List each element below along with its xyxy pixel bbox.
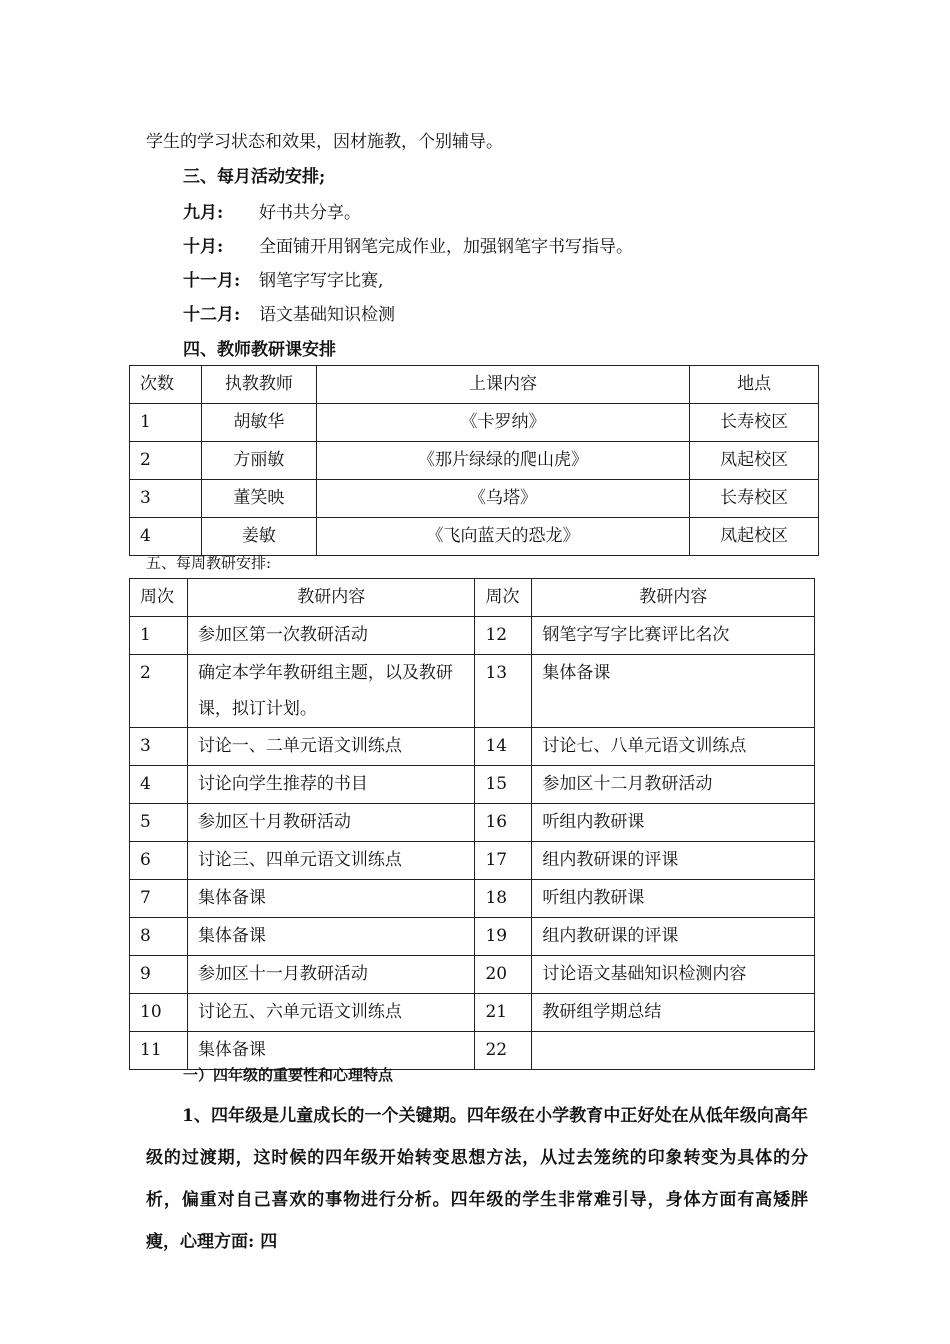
month-label: 十一月: bbox=[183, 271, 241, 291]
table-cell: 听组内教研课 bbox=[532, 804, 815, 842]
table-cell: 听组内教研课 bbox=[532, 880, 815, 918]
table-cell: 《那片绿绿的爬山虎》 bbox=[316, 442, 689, 480]
table-cell: 胡敏华 bbox=[201, 404, 316, 442]
table-row bbox=[130, 728, 815, 766]
table-cell: 《乌塔》 bbox=[316, 480, 689, 518]
header-cell: 上课内容 bbox=[316, 366, 689, 404]
table-header-row bbox=[130, 366, 819, 404]
teaching-class-table bbox=[129, 365, 819, 556]
table-cell: 2 bbox=[130, 655, 188, 728]
table-cell: 6 bbox=[130, 842, 188, 880]
table-cell: 参加区十二月教研活动 bbox=[532, 766, 815, 804]
month-row-nov bbox=[183, 266, 383, 291]
table-cell: 集体备课 bbox=[187, 1032, 475, 1070]
grade4-paragraph: 1、四年级是儿童成长的一个关键期。四年级在小学教育中正好处在从低年级向高年级的过渡期，这时候的四年级开始转变思想方法，从过去笼统的印象转变为具体的分析，偏重对自己喜欢的事物进行分析。四年级的学生非常难引导，身体方面有高矮胖瘦，心理方面: 四 bbox=[146, 1106, 808, 1252]
table-cell: 3 bbox=[130, 728, 188, 766]
header-cell: 教研内容 bbox=[187, 579, 475, 617]
intro-line: 学生的学习状态和效果，因材施教，个别辅导。 bbox=[146, 132, 503, 152]
table-cell: 集体备课 bbox=[532, 655, 815, 728]
table-cell: 15 bbox=[475, 766, 532, 804]
table-row bbox=[130, 994, 815, 1032]
month-text: 钢笔字写字比赛, bbox=[259, 271, 384, 291]
section4-heading: 四、教师教研课安排 bbox=[183, 340, 336, 360]
month-text: 好书共分享。 bbox=[259, 203, 361, 223]
section3-heading: 三、每月活动安排; bbox=[183, 167, 326, 187]
table-row bbox=[130, 518, 819, 556]
month-label: 十二月: bbox=[183, 305, 241, 325]
table-cell: 组内教研课的评课 bbox=[532, 842, 815, 880]
table-row bbox=[130, 956, 815, 994]
table-cell: 2 bbox=[130, 442, 202, 480]
table-cell: 长寿校区 bbox=[690, 404, 819, 442]
table-row bbox=[130, 842, 815, 880]
table-row bbox=[130, 655, 815, 728]
month-row-dec bbox=[183, 300, 395, 325]
table-cell: 4 bbox=[130, 518, 202, 556]
grade4-heading: 一）四年级的重要性和心理特点 bbox=[183, 1066, 394, 1084]
month-label: 十月: bbox=[183, 237, 224, 257]
table-cell: 讨论七、八单元语文训练点 bbox=[532, 728, 815, 766]
month-row-sep bbox=[183, 198, 361, 223]
table-cell: 《飞向蓝天的恐龙》 bbox=[316, 518, 689, 556]
table-row bbox=[130, 404, 819, 442]
table-cell: 集体备课 bbox=[187, 918, 475, 956]
table-cell: 组内教研课的评课 bbox=[532, 918, 815, 956]
table-row bbox=[130, 766, 815, 804]
table-cell: 《卡罗纳》 bbox=[316, 404, 689, 442]
table-row bbox=[130, 617, 815, 655]
table-cell: 17 bbox=[475, 842, 532, 880]
table-cell: 凤起校区 bbox=[690, 442, 819, 480]
table-cell: 21 bbox=[475, 994, 532, 1032]
table-row bbox=[130, 804, 815, 842]
table-cell: 姜敏 bbox=[201, 518, 316, 556]
table-row bbox=[130, 480, 819, 518]
table-cell: 讨论向学生推荐的书目 bbox=[187, 766, 475, 804]
table-cell: 讨论语文基础知识检测内容 bbox=[532, 956, 815, 994]
table-cell: 14 bbox=[475, 728, 532, 766]
table-cell: 13 bbox=[475, 655, 532, 728]
table-cell: 参加区十月教研活动 bbox=[187, 804, 475, 842]
table-cell: 7 bbox=[130, 880, 188, 918]
header-cell: 次数 bbox=[130, 366, 202, 404]
table-cell: 讨论三、四单元语文训练点 bbox=[187, 842, 475, 880]
table-cell: 1 bbox=[130, 404, 202, 442]
table-cell: 20 bbox=[475, 956, 532, 994]
table-cell: 22 bbox=[475, 1032, 532, 1070]
table-cell: 12 bbox=[475, 617, 532, 655]
table-cell: 5 bbox=[130, 804, 188, 842]
table-cell: 教研组学期总结 bbox=[532, 994, 815, 1032]
table-cell: 董笑映 bbox=[201, 480, 316, 518]
table-cell: 10 bbox=[130, 994, 188, 1032]
header-cell: 教研内容 bbox=[532, 579, 815, 617]
table-cell: 18 bbox=[475, 880, 532, 918]
table-cell: 11 bbox=[130, 1032, 188, 1070]
table-cell: 长寿校区 bbox=[690, 480, 819, 518]
table-cell: 16 bbox=[475, 804, 532, 842]
table-header-row bbox=[130, 579, 815, 617]
table-cell: 确定本学年教研组主题，以及教研课，拟订计划。 bbox=[187, 655, 475, 728]
weekly-research-table bbox=[129, 578, 815, 1070]
table-cell: 凤起校区 bbox=[690, 518, 819, 556]
header-cell: 周次 bbox=[130, 579, 188, 617]
table-cell bbox=[532, 1032, 815, 1070]
table-cell: 集体备课 bbox=[187, 880, 475, 918]
table-cell: 讨论一、二单元语文训练点 bbox=[187, 728, 475, 766]
month-row-oct bbox=[183, 232, 633, 257]
table-cell: 19 bbox=[475, 918, 532, 956]
header-cell: 执教教师 bbox=[201, 366, 316, 404]
table-row bbox=[130, 442, 819, 480]
table-cell: 讨论五、六单元语文训练点 bbox=[187, 994, 475, 1032]
header-cell: 周次 bbox=[475, 579, 532, 617]
header-cell: 地点 bbox=[690, 366, 819, 404]
table-cell: 4 bbox=[130, 766, 188, 804]
table-cell: 8 bbox=[130, 918, 188, 956]
month-label: 九月: bbox=[183, 203, 224, 223]
table-cell: 参加区第一次教研活动 bbox=[187, 617, 475, 655]
table-cell: 参加区十一月教研活动 bbox=[187, 956, 475, 994]
table-cell: 方丽敏 bbox=[201, 442, 316, 480]
month-text: 全面铺开用钢笔完成作业，加强钢笔字书写指导。 bbox=[259, 237, 633, 257]
table-row bbox=[130, 880, 815, 918]
table-row bbox=[130, 918, 815, 956]
section5-heading: 五、每周教研安排: bbox=[146, 554, 272, 572]
table-cell: 3 bbox=[130, 480, 202, 518]
table-cell: 9 bbox=[130, 956, 188, 994]
table-cell: 1 bbox=[130, 617, 188, 655]
month-text: 语文基础知识检测 bbox=[259, 305, 395, 325]
table-cell: 钢笔字写字比赛评比名次 bbox=[532, 617, 815, 655]
